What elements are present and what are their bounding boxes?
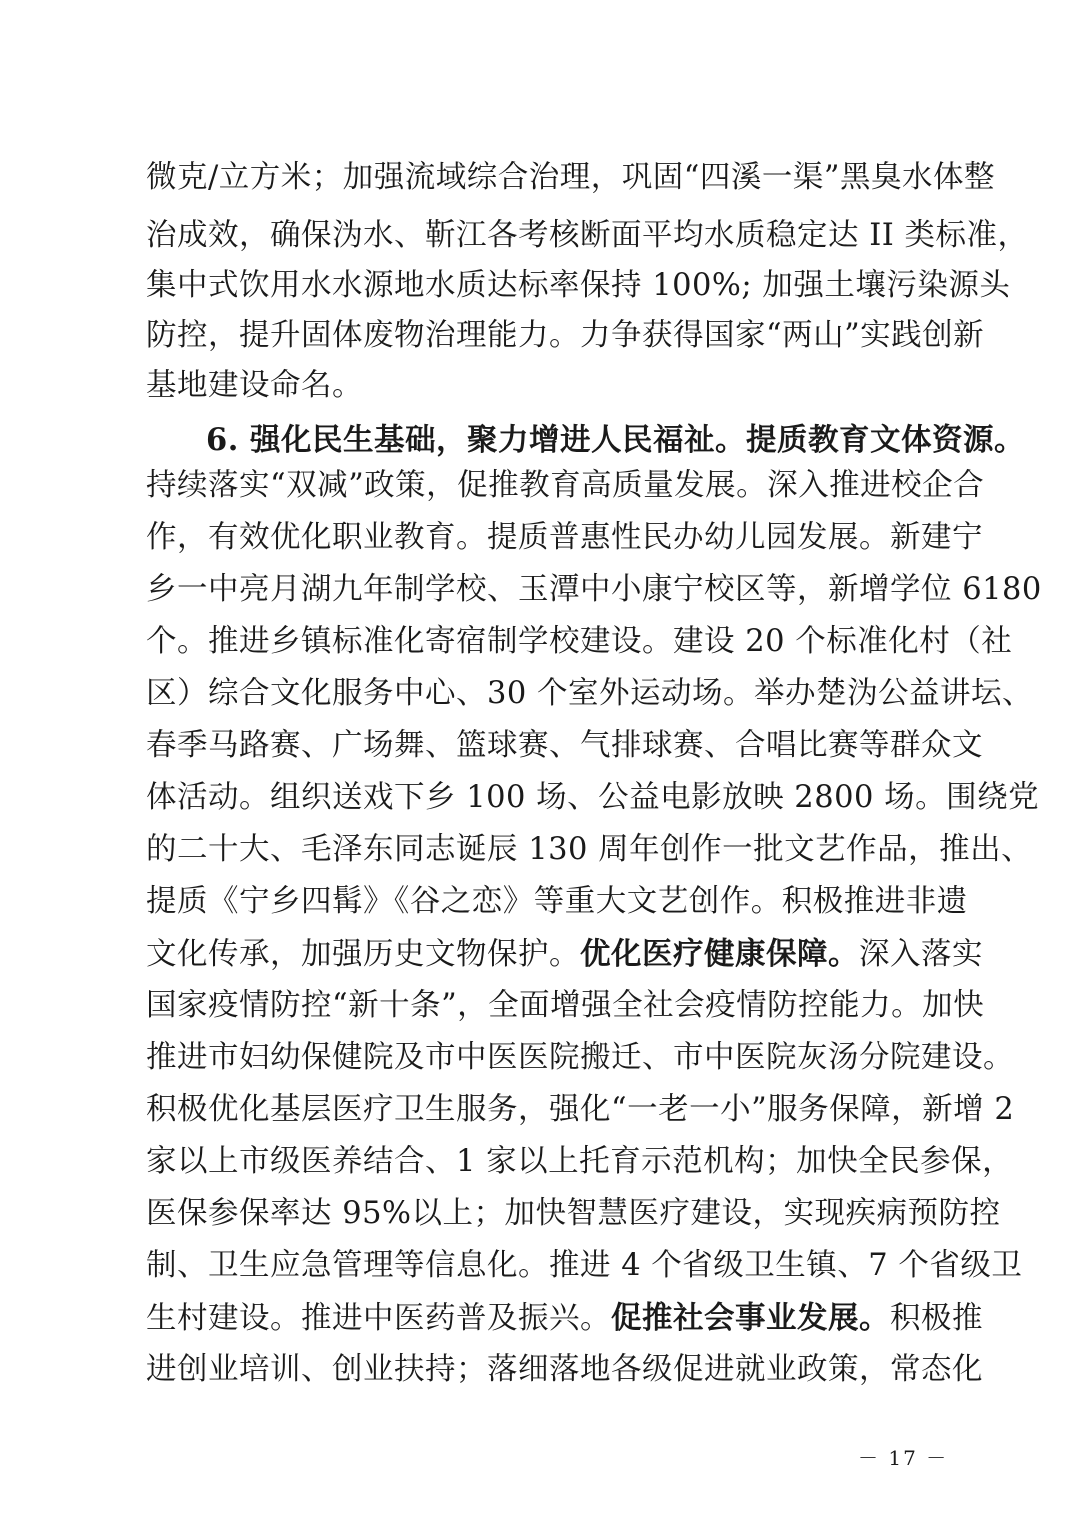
text-line (146, 466, 985, 506)
text-segment: 区）综合文化服务中心、30 个室外运动场。举办楚沩公益讲坛、 (146, 676, 1034, 711)
text-segment: 春季马路赛、广场舞、篮球赛、气排球赛、合唱比赛等群众文 (146, 728, 983, 763)
text-line (146, 518, 983, 558)
text-segment: 积极推 (890, 1301, 983, 1336)
text-line (146, 830, 1033, 870)
text-line (146, 674, 1034, 714)
text-segment: 基地建设命名。 (146, 368, 363, 403)
text-segment: 文化传承，加强历史文物保护。 (146, 937, 580, 972)
text-line (146, 316, 985, 356)
text-segment: 持续落实“双减”政策，促推教育高质量发展。深入推进校企合 (146, 468, 985, 503)
text-line (146, 570, 1042, 610)
heading-text: 6. 强化民生基础，聚力增进人民福祉。提质教育文体资源。 (206, 422, 1025, 458)
text-segment: 积极优化基层医疗卫生服务，强化“一老一小”服务保障，新增 2 (146, 1092, 1015, 1127)
text-segment: 集中式饮用水水源地水质达标率保持 100%; 加强土壤污染源头 (146, 268, 1011, 303)
inline-bold-heading: 促推社会事业发展。 (611, 1300, 890, 1336)
text-line (146, 778, 1040, 818)
text-segment: 作，有效优化职业教育。提质普惠性民办幼儿园发展。新建宁 (146, 520, 983, 555)
section-heading (206, 420, 1025, 460)
text-segment: 防控，提升固体废物治理能力。力争获得国家“两山”实践创新 (146, 318, 985, 353)
text-line (146, 1038, 1014, 1078)
text-segment: 提质《宁乡四髯》《谷之恋》等重大文艺创作。积极推进非遗 (146, 884, 968, 919)
text-line (146, 986, 985, 1026)
text-line (146, 726, 983, 766)
text-line (146, 1194, 1001, 1234)
text-segment: 制、卫生应急管理等信息化。推进 4 个省级卫生镇、7 个省级卫 (146, 1248, 1023, 1283)
text-segment: 深入落实 (859, 937, 983, 972)
text-line (146, 1298, 983, 1339)
text-segment: 国家疫情防控“新十条”，全面增强全社会疫情防控能力。加快 (146, 988, 985, 1023)
text-segment: 治成效，确保沩水、靳江各考核断面平均水质稳定达 II 类标准， (146, 218, 1029, 253)
text-line (146, 216, 1029, 256)
text-segment: 进创业培训、创业扶持；落细落地各级促进就业政策，常态化 (146, 1352, 983, 1387)
text-segment: 推进市妇幼保健院及市中医医院搬迁、市中医院灰汤分院建设。 (146, 1040, 1014, 1075)
inline-bold-heading: 优化医疗健康保障。 (580, 936, 859, 972)
text-line (146, 882, 968, 922)
text-line (146, 366, 932, 406)
text-segment: 家以上市级医养结合、1 家以上托育示范机构；加快全民参保， (146, 1144, 1014, 1179)
text-segment: 乡一中亮月湖九年制学校、玉潭中小康宁校区等，新增学位 6180 (146, 572, 1042, 607)
text-line (146, 934, 983, 975)
text-line (146, 1350, 983, 1390)
text-segment: 微克/立方米；加强流域综合治理，巩固“四溪一渠”黑臭水体整 (146, 160, 995, 195)
text-line (146, 266, 1011, 306)
text-line (146, 1246, 1023, 1286)
text-segment: 生村建设。推进中医药普及振兴。 (146, 1301, 611, 1336)
text-line (146, 622, 1013, 662)
text-segment: 的二十大、毛泽东同志诞辰 130 周年创作一批文艺作品，推出、 (146, 832, 1033, 867)
page-number: － 17 － (858, 1446, 949, 1470)
text-segment: 医保参保率达 95%以上；加快智慧医疗建设，实现疾病预防控 (146, 1196, 1001, 1231)
text-segment: 体活动。组织送戏下乡 100 场、公益电影放映 2800 场。围绕党 (146, 780, 1040, 815)
text-line (146, 158, 995, 198)
text-line (146, 1142, 1014, 1182)
text-line (146, 1090, 1015, 1130)
text-segment: 个。推进乡镇标准化寄宿制学校建设。建设 20 个标准化村（社 (146, 624, 1013, 659)
